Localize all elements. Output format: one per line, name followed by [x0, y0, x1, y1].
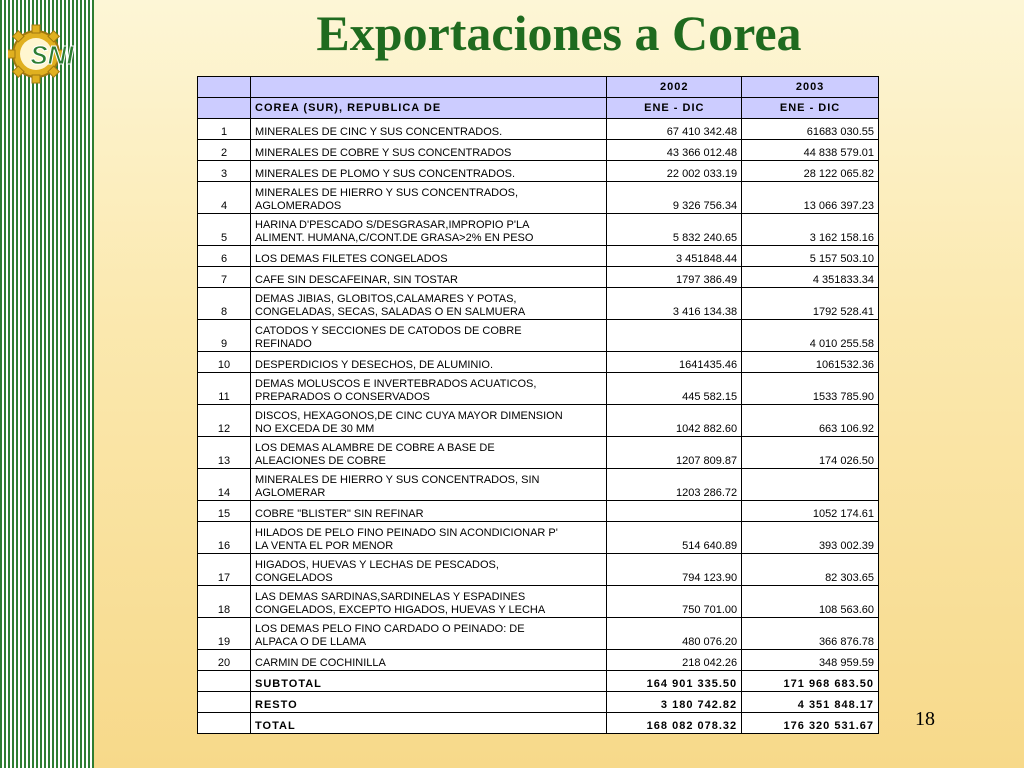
description-line: HILADOS DE PELO FINO PEINADO SIN ACONDICIONAR P': [255, 527, 558, 539]
table-row: [198, 437, 879, 469]
table-row: [198, 320, 879, 352]
description-line: LAS DEMAS SARDINAS,SARDINELAS Y ESPADINES: [255, 591, 526, 603]
table-row: [198, 650, 879, 671]
row-description: [251, 469, 607, 501]
row-description: [251, 246, 607, 267]
value-2003: 366 876.78: [742, 618, 879, 650]
row-description: [251, 320, 607, 352]
sni-logo: [8, 22, 86, 86]
description-line: MINERALES DE PLOMO Y SUS CONCENTRADOS.: [255, 168, 516, 180]
description-line: DEMAS JIBIAS, GLOBITOS,CALAMARES Y POTAS,: [255, 293, 517, 305]
value-2003: 4 010 255.58: [742, 320, 879, 352]
header-year-2003: 2003: [742, 77, 879, 98]
description-line: ALEACIONES DE COBRE: [255, 455, 386, 467]
total-row: [198, 713, 879, 734]
row-number: 1: [198, 119, 251, 140]
row-description: [251, 373, 607, 405]
row-number: 7: [198, 267, 251, 288]
value-2002: 9 326 756.34: [607, 182, 742, 214]
row-description: [251, 554, 607, 586]
value-2002: 1207 809.87: [607, 437, 742, 469]
row-description: [251, 161, 607, 182]
decorative-stripes: [0, 0, 94, 768]
row-number: 12: [198, 405, 251, 437]
row-description: [251, 214, 607, 246]
value-2002: 5 832 240.65: [607, 214, 742, 246]
row-description: [251, 522, 607, 554]
value-2002: 3 451848.44: [607, 246, 742, 267]
value-2003: 1792 528.41: [742, 288, 879, 320]
value-2002: 67 410 342.48: [607, 119, 742, 140]
row-number: 17: [198, 554, 251, 586]
row-number: 2: [198, 140, 251, 161]
row-number: 6: [198, 246, 251, 267]
row-number: 8: [198, 288, 251, 320]
value-2003: 174 026.50: [742, 437, 879, 469]
total-label: TOTAL: [251, 713, 607, 734]
row-description: [251, 618, 607, 650]
row-number: 18: [198, 586, 251, 618]
description-line: COBRE "BLISTER" SIN REFINAR: [255, 508, 424, 520]
total-value-2002: 164 901 335.50: [607, 671, 742, 692]
description-line: NO EXCEDA DE 30 MM: [255, 423, 375, 435]
value-2002: 43 366 012.48: [607, 140, 742, 161]
description-line: MINERALES DE HIERRO Y SUS CONCENTRADOS,: [255, 187, 519, 199]
value-2002: 22 002 033.19: [607, 161, 742, 182]
row-description: [251, 140, 607, 161]
header-row-years: [198, 77, 879, 98]
row-description: [251, 405, 607, 437]
header-blank: [251, 77, 607, 98]
description-line: HARINA D'PESCADO S/DESGRASAR,IMPROPIO P'LA: [255, 219, 530, 231]
description-line: LOS DEMAS ALAMBRE DE COBRE A BASE DE: [255, 442, 495, 454]
value-2002: 1641435.46: [607, 352, 742, 373]
description-line: CONGELADOS: [255, 572, 333, 584]
row-number: 20: [198, 650, 251, 671]
description-line: DEMAS MOLUSCOS E INVERTEBRADOS ACUATICOS,: [255, 378, 537, 390]
value-2002: [607, 501, 742, 522]
value-2002: 1203 286.72: [607, 469, 742, 501]
value-2003: 44 838 579.01: [742, 140, 879, 161]
table-row: [198, 586, 879, 618]
value-2002: 514 640.89: [607, 522, 742, 554]
value-2003: 28 122 065.82: [742, 161, 879, 182]
table-row: [198, 618, 879, 650]
value-2002: 3 416 134.38: [607, 288, 742, 320]
total-blank: [198, 671, 251, 692]
description-line: DESPERDICIOS Y DESECHOS, DE ALUMINIO.: [255, 359, 494, 371]
description-line: MINERALES DE COBRE Y SUS CONCENTRADOS: [255, 147, 512, 159]
row-number: 13: [198, 437, 251, 469]
row-description: [251, 288, 607, 320]
description-line: CONGELADAS, SECAS, SALADAS O EN SALMUERA: [255, 306, 526, 318]
description-line: LA VENTA EL POR MENOR: [255, 540, 394, 552]
slide-title: Exportaciones a Corea: [316, 5, 802, 61]
value-2002: 445 582.15: [607, 373, 742, 405]
row-number: 3: [198, 161, 251, 182]
row-number: 19: [198, 618, 251, 650]
value-2003: 108 563.60: [742, 586, 879, 618]
value-2002: 1042 882.60: [607, 405, 742, 437]
value-2003: 3 162 158.16: [742, 214, 879, 246]
header-period-2002: ENE - DIC: [607, 98, 742, 119]
row-description: [251, 267, 607, 288]
value-2002: 1797 386.49: [607, 267, 742, 288]
description-line: MINERALES DE CINC Y SUS CONCENTRADOS.: [255, 126, 503, 138]
header-row-period: [198, 98, 879, 119]
description-line: CARMIN DE COCHINILLA: [255, 657, 386, 669]
row-number: 14: [198, 469, 251, 501]
value-2003: 82 303.65: [742, 554, 879, 586]
total-row: [198, 692, 879, 713]
description-line: DISCOS, HEXAGONOS,DE CINC CUYA MAYOR DIMENSION: [255, 410, 563, 422]
header-blank: [198, 98, 251, 119]
header-country: COREA (SUR), REPUBLICA DE: [251, 98, 607, 119]
row-description: [251, 501, 607, 522]
total-value-2003: 176 320 531.67: [742, 713, 879, 734]
row-description: [251, 352, 607, 373]
description-line: PREPARADOS O CONSERVADOS: [255, 391, 430, 403]
table-row: [198, 161, 879, 182]
value-2003: 663 106.92: [742, 405, 879, 437]
table-body: [198, 77, 879, 734]
table-row: [198, 405, 879, 437]
value-2003: 1061532.36: [742, 352, 879, 373]
value-2003: 4 351833.34: [742, 267, 879, 288]
table-row: [198, 554, 879, 586]
description-line: HIGADOS, HUEVAS Y LECHAS DE PESCADOS,: [255, 559, 499, 571]
table-row: [198, 288, 879, 320]
value-2003: 13 066 397.23: [742, 182, 879, 214]
row-description: [251, 586, 607, 618]
value-2002: 794 123.90: [607, 554, 742, 586]
row-number: 15: [198, 501, 251, 522]
total-label: SUBTOTAL: [251, 671, 607, 692]
value-2002: 750 701.00: [607, 586, 742, 618]
table-row: [198, 373, 879, 405]
table-row: [198, 140, 879, 161]
page-number: 18: [915, 708, 935, 730]
total-value-2002: 3 180 742.82: [607, 692, 742, 713]
table-row: [198, 352, 879, 373]
row-number: 4: [198, 182, 251, 214]
row-description: [251, 182, 607, 214]
description-line: ALPACA O DE LLAMA: [255, 636, 367, 648]
table-row: [198, 119, 879, 140]
value-2003: 348 959.59: [742, 650, 879, 671]
description-line: CONGELADOS, EXCEPTO HIGADOS, HUEVAS Y LECHA: [255, 604, 546, 616]
row-description: [251, 119, 607, 140]
table-row: [198, 501, 879, 522]
total-blank: [198, 692, 251, 713]
description-line: CAFE SIN DESCAFEINAR, SIN TOSTAR: [255, 274, 458, 286]
row-number: 16: [198, 522, 251, 554]
total-value-2002: 168 082 078.32: [607, 713, 742, 734]
table-row: [198, 246, 879, 267]
total-value-2003: 4 351 848.17: [742, 692, 879, 713]
description-line: CATODOS Y SECCIONES DE CATODOS DE COBRE: [255, 325, 522, 337]
value-2003: 61683 030.55: [742, 119, 879, 140]
description-line: AGLOMERAR: [255, 487, 326, 499]
table-row: [198, 469, 879, 501]
table-row: [198, 182, 879, 214]
header-period-2003: ENE - DIC: [742, 98, 879, 119]
description-line: LOS DEMAS PELO FINO CARDADO O PEINADO: DE: [255, 623, 525, 635]
total-value-2003: 171 968 683.50: [742, 671, 879, 692]
value-2002: [607, 320, 742, 352]
svg-text:SNI: SNI: [30, 40, 74, 70]
description-line: MINERALES DE HIERRO Y SUS CONCENTRADOS, SIN: [255, 474, 540, 486]
table-row: [198, 267, 879, 288]
value-2003: 1052 174.61: [742, 501, 879, 522]
description-line: LOS DEMAS FILETES CONGELADOS: [255, 253, 448, 265]
total-row: [198, 671, 879, 692]
row-number: 11: [198, 373, 251, 405]
table-row: [198, 214, 879, 246]
header-blank: [198, 77, 251, 98]
description-line: ALIMENT. HUMANA,C/CONT.DE GRASA>2% EN PESO: [255, 232, 534, 244]
value-2002: 480 076.20: [607, 618, 742, 650]
row-number: 10: [198, 352, 251, 373]
value-2002: 218 042.26: [607, 650, 742, 671]
value-2003: 1533 785.90: [742, 373, 879, 405]
total-blank: [198, 713, 251, 734]
value-2003: 5 157 503.10: [742, 246, 879, 267]
row-description: [251, 650, 607, 671]
description-line: REFINADO: [255, 338, 312, 350]
row-number: 9: [198, 320, 251, 352]
value-2003: 393 002.39: [742, 522, 879, 554]
header-year-2002: 2002: [607, 77, 742, 98]
row-number: 5: [198, 214, 251, 246]
exports-table: [197, 76, 879, 734]
row-description: [251, 437, 607, 469]
description-line: AGLOMERADOS: [255, 200, 342, 212]
total-label: RESTO: [251, 692, 607, 713]
table-row: [198, 522, 879, 554]
value-2003: [742, 469, 879, 501]
